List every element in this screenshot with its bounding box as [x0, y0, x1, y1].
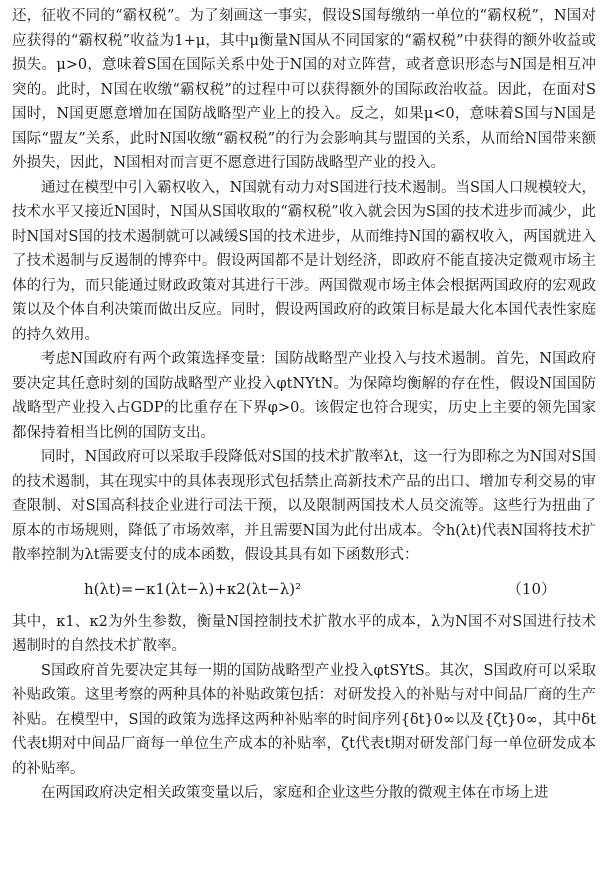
paragraph-4: 其中，κ1、κ2为外生参数，衡量N国控制技术扩散水平的成本，λ为N国不对S国进行技术遏制时的自然技术扩散率。	[12, 613, 596, 654]
paragraph-3: 同时，N国政府可以采取手段降低对S国的技术扩散率λt，这一行为即称之为N国对S国的技术遏制，其在现实中的具体表现形式包括禁止高新技术产品的出口、增加专利交易的审查限制、对S国高科技企业进行司法干预，以及限制两国技术人员交流等。这些行为扭曲了原本的市场规则，降低了市场效率，并且需要N国为此付出成本。令h(λt)代表N国将技术扩散率控制为λt需要支付的成本函数，假设其具有如下函数形式：	[12, 449, 596, 563]
paragraph-6: 在两国政府决定相关政策变量以后，家庭和企业这些分散的微观主体在市场上进	[41, 785, 549, 801]
paragraph-intro: 还，征收不同的“霸权税”。为了刻画这一事实，假设S国每缴纳一单位的“霸权税”，N国对应获得的“霸权税”收益为1+μ，其中μ衡量N国从不同国家的“霸权税”中获得的额外收益或损失。μ>0，意味着S国在国际关系中处于N国的对立阵营，或者意识形态与N国是相互冲突的。此时，N国在收缴“霸权税”的过程中可以获得额外的国际政治收益。因此，在面对S国时，N国更愿意增加在国防战略型产业上的投入。反之，如果μ<0，意味着S国与N国是国际“盟友”关系，此时N国收缴“霸权税”的行为会影响其与盟国的关系，从而给N国带来额外损失，因此，N国相对而言更不愿意进行国防战略型产业的投入。	[12, 8, 596, 171]
paragraph-5: S国政府首先要决定其每一期的国防战略型产业投入φtSYtS。其次，S国政府可以采取补贴政策。这里考察的两种具体的补贴政策包括：对研发投入的补贴与对中间品厂商的生产补贴。在模型中，S国的政策为选择这两种补贴率的时间序列{δt}0∞以及{ζt}0∞，其中δt代表t期对中间品厂商每一单位生产成本的补贴率，ζt代表t期对研发部门每一单位研发成本的补贴率。	[12, 662, 596, 777]
equation-number: （10）	[506, 579, 556, 598]
paragraph-1: 通过在模型中引入霸权收入，N国就有动力对S国进行技术遏制。当S国人口规模较大，技术水平又接近N国时，N国从S国收取的“霸权税”收入就会因为S国的技术进步而减少，此时N国对S国的技术遏制就可以减缓S国的技术进步，从而维持N国的霸权收入，两国就进入了技术遏制与反遏制的博弈中。假设两国都不是计划经济，即政府不能直接决定微观市场主体的行为，而只能通过财政政策对其进行干涉。两国微观市场主体会根据两国政府的宏观政策以及个体自利决策而做出反应。同时，假设两国政府的政策目标是最大化本国代表性家庭的持久效用。	[12, 179, 596, 343]
equation-formula: h(λt)=−κ1(λt−λ)+κ2(λt−λ)²	[84, 579, 302, 598]
paragraph-2: 考虑N国政府有两个政策选择变量：国防战略型产业投入与技术遏制。首先，N国政府要决定其任意时刻的国防战略型产业投入φtNYtN。为保障均衡解的存在性，假设N国国防战略型产业投入占GDP的比重存在下界φ>0。该假定也符合现实，历史上主要的领先国家都保持着相当比例的国防支出。	[12, 351, 596, 441]
equation-10	[12, 570, 596, 608]
